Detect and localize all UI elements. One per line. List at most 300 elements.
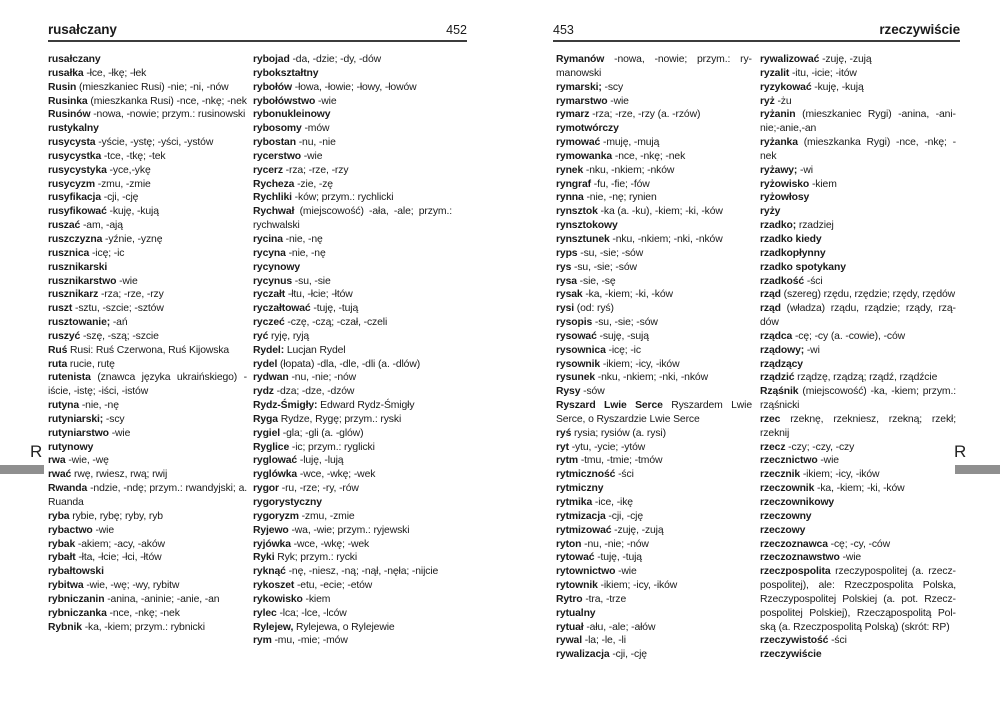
headword: rynsztokowy <box>556 220 618 232</box>
headword: rynna <box>556 192 584 204</box>
headword: rygiel <box>253 427 281 439</box>
dictionary-entry: ryczałt -łtu, -łcie; -łtów <box>253 289 353 301</box>
page-number-right: 453 <box>553 23 574 37</box>
dictionary-entry: rzeczownik -ka, -kiem; -ki, -ków <box>760 483 905 495</box>
dictionary-entry <box>760 191 956 205</box>
headword: rzecz <box>760 441 786 453</box>
headword: ryngraf <box>556 178 591 190</box>
headword: rylec <box>253 607 277 619</box>
dictionary-entry: rycerstwo -wie <box>253 150 323 162</box>
dictionary-entry: rząd (władza) rządu, rządzie; rządy, rządów <box>760 303 956 329</box>
dictionary-entry: Rycheza -zie, -zę <box>253 178 333 190</box>
dictionary-entry: Rząśnik (miejscowość) -ka, -kiem; przym.: rząśnicki <box>760 386 956 412</box>
headword: rytuał <box>556 621 584 633</box>
headword: ryżowisko <box>760 178 810 190</box>
dictionary-entry: rymować -muję, -mują <box>556 137 660 149</box>
dictionary-entry: ryjówka -wce, -wkę; -wek <box>253 538 370 550</box>
headword: ryżanin <box>760 109 796 121</box>
headword: rządzić <box>760 372 795 384</box>
dictionary-entry <box>760 358 956 372</box>
dictionary-entry: ryknąć -nę, -niesz, -ną; -nął, -nęła; -nijcie <box>253 566 439 578</box>
headword: ryglować <box>253 455 298 467</box>
header-rule-right <box>553 40 960 42</box>
dictionary-entry: Rydel: Lucjan Rydel <box>253 344 346 356</box>
dictionary-entry: rzeczoznawca -cę; -cy, -ców <box>760 538 890 550</box>
dictionary-entry: rynna -nie, -nę; rynien <box>556 192 657 204</box>
dictionary-entry: rynek -nku, -nkiem; -nków <box>556 164 675 176</box>
dictionary-entry: rysownica -icę; -ic <box>556 344 641 356</box>
headword: rytmiczność <box>556 469 616 481</box>
headword: rutenista <box>48 372 91 384</box>
headword: Rycheza <box>253 178 295 190</box>
headword: rutyna <box>48 400 80 412</box>
headword: rymarstwo <box>556 95 608 107</box>
dictionary-entry: Rychwał (miejscowość) -ała, -ale; przym.: rychwalski <box>253 206 452 232</box>
headword: ryczałtować <box>253 303 311 315</box>
headword: rywal <box>556 635 582 647</box>
dictionary-entry: rycynus -su, -sie <box>253 275 331 287</box>
dictionary-entry: ryżowisko -kiem <box>760 178 837 190</box>
headword: rytmizacja <box>556 510 606 522</box>
headword: rusałka <box>48 67 84 79</box>
dictionary-entry: rysi (od: ryś) <box>556 303 614 315</box>
headword: rynek <box>556 164 584 176</box>
headword: rysownik <box>556 358 601 370</box>
headword: rybniczanka <box>48 607 107 619</box>
headword: ryczałt <box>253 289 286 301</box>
headword: ryżowłosy <box>760 192 810 204</box>
headword: rzeczowny <box>760 510 812 522</box>
headword: Rychwał <box>253 206 295 218</box>
headword: rybałt <box>48 552 76 564</box>
dictionary-entry: ryba rybie, rybę; ryby, ryb <box>48 510 163 522</box>
dictionary-entry: rytować -tuję, -tują <box>556 552 642 564</box>
dictionary-entry: rywalizacja -cji, -cję <box>556 649 647 661</box>
dictionary-entry <box>556 482 752 496</box>
headword: ryzalit <box>760 67 790 79</box>
headword: rytownik <box>556 580 598 592</box>
headword: rygorystyczny <box>253 497 322 508</box>
dictionary-column-2 <box>253 53 452 648</box>
headword: rzadko kiedy <box>760 233 822 245</box>
headword: rym <box>253 635 272 647</box>
headword: rybitwa <box>48 580 84 592</box>
dictionary-entry: rusycysta -yście, -ystę; -yści, -ystów <box>48 137 214 149</box>
dictionary-entry <box>48 53 247 67</box>
dictionary-entry: ruta rucie, rutę <box>48 358 115 370</box>
dictionary-entry <box>760 233 956 247</box>
dictionary-entry: rusyfikacja -cji, -cję <box>48 192 139 204</box>
dictionary-entry: Rylejew, Rylejewa, o Rylejewie <box>253 621 395 633</box>
headword: rykowisko <box>253 593 303 605</box>
headword: Rychliki <box>253 192 292 204</box>
dictionary-entry: Rusinów -nowa, -nowie; przym.: rusinowski <box>48 109 246 121</box>
dictionary-column-3 <box>556 53 752 662</box>
headword: Rybnik <box>48 621 82 633</box>
headword: ryps <box>556 247 578 259</box>
headword: rycynus <box>253 275 293 287</box>
headword: rybosomy <box>253 123 302 135</box>
headword: ryczeć <box>253 317 285 329</box>
headword: rusycystka <box>48 150 102 162</box>
dictionary-entry: rykowisko -kiem <box>253 593 331 605</box>
headword: rymowanka <box>556 150 613 162</box>
headword: rwa <box>48 455 66 467</box>
dictionary-entry: rybniczanin -anina, -aninie; -anie, -an <box>48 593 220 605</box>
headword: ruszt <box>48 303 73 315</box>
headword: rybactwo <box>48 524 93 536</box>
thumb-tab-letter-left: R <box>30 442 43 461</box>
dictionary-entry <box>253 261 452 275</box>
headword: rząd <box>760 289 781 301</box>
dictionary-entry: rybostan -nu, -nie <box>253 137 336 149</box>
dictionary-entry: Rybnik -ka, -kiem; przym.: rybnicki <box>48 621 205 633</box>
dictionary-entry <box>48 441 247 455</box>
headword: Rytro <box>556 593 583 605</box>
dictionary-entry: rysa -sie, -sę <box>556 275 616 287</box>
dictionary-entry: rutenista (znawca języka ukraińskiego) -iście, -istę; -iści, -istów <box>48 372 247 398</box>
headword: Ruś <box>48 344 68 356</box>
headword: rzadko spotykany <box>760 261 846 273</box>
dictionary-entry: rzadko; rzadziej <box>760 220 834 232</box>
headword: rzadko; <box>760 220 797 232</box>
dictionary-entry: rybojad -da, -dzie; -dy, -dów <box>253 54 381 65</box>
headword: rysować <box>556 330 597 342</box>
dictionary-entry: rusycystka -tce, -tkę; -tek <box>48 150 166 162</box>
dictionary-entry: rządca -cę; -cy (a. -cowie), -ców <box>760 330 906 342</box>
dictionary-column-4 <box>760 53 956 662</box>
headword: rusycystyka <box>48 164 107 176</box>
thumb-tab-bar-right <box>955 465 1000 474</box>
headword: rzeczywiście <box>760 649 822 661</box>
headword: rywalizacja <box>556 649 610 661</box>
dictionary-entry: ruszyć -szę, -szą; -szcie <box>48 330 159 342</box>
dictionary-entry: Rytro -tra, -trze <box>556 593 627 605</box>
dictionary-entry: rutyna -nie, -nę <box>48 400 119 412</box>
headword: Rusinów <box>48 109 91 121</box>
dictionary-entry: Rusinka (mieszkanka Rusi) -nce, -nkę; -nek <box>48 95 247 107</box>
dictionary-entry: rybołówstwo -wie <box>253 95 337 107</box>
headword: rymować <box>556 137 601 149</box>
headword: rygor <box>253 483 279 495</box>
dictionary-entry <box>760 496 956 510</box>
headword: rysunek <box>556 372 596 384</box>
dictionary-entry: ryglówka -wce, -wkę; -wek <box>253 469 376 481</box>
headword: rzadkość <box>760 275 805 287</box>
dictionary-entry: ryczeć -czę, -czą; -czał, -czeli <box>253 317 388 329</box>
headword: rybokształtny <box>253 67 319 79</box>
dictionary-entry <box>556 219 752 233</box>
dictionary-entry: rylec -lca; -lce, -lców <box>253 607 347 619</box>
page-number-left: 452 <box>446 23 467 37</box>
headword: rusyfikować <box>48 206 107 218</box>
dictionary-entry: ryć ryję, ryją <box>253 330 310 342</box>
dictionary-entry: rutyniarstwo -wie <box>48 427 131 439</box>
columns-left-page <box>48 53 452 648</box>
running-head-left: rusałczany <box>48 22 117 37</box>
dictionary-entry: rybitwa -wie, -wę; -wy, rybitw <box>48 580 180 592</box>
dictionary-entry: rysować -suję, -sują <box>556 330 649 342</box>
dictionary-entry: rycina -nie, -nę <box>253 233 323 245</box>
headword: rusyfikacja <box>48 192 101 204</box>
dictionary-entry <box>556 607 752 621</box>
headword: ryżanka <box>760 137 798 149</box>
dictionary-entry: rytmizacja -cji, -cję <box>556 510 643 522</box>
headword: rusycysta <box>48 137 96 149</box>
headword: rytować <box>556 552 595 564</box>
headword: rynsztunek <box>556 233 610 245</box>
dictionary-entry <box>760 510 956 524</box>
dictionary-entry: rytownictwo -wie <box>556 566 637 578</box>
dictionary-entry: ryton -nu, -nie; -nów <box>556 538 649 550</box>
headword: Rusin <box>48 81 77 93</box>
headword: rydz <box>253 386 274 398</box>
dictionary-entry: ryżanin (mieszkaniec Rygi) -anina, -aninie;-anie,-an <box>760 109 956 135</box>
headword: rybniczanin <box>48 593 105 605</box>
headword: rządowy; <box>760 344 805 356</box>
dictionary-entry: rygiel -gla; -gli (a. -glów) <box>253 427 364 439</box>
dictionary-entry: rywal -la; -le, -li <box>556 635 626 647</box>
headword: Rydz-Śmigły: <box>253 400 318 412</box>
headword: rydwan <box>253 372 289 384</box>
dictionary-entry: Rychliki -ków; przym.: rychlicki <box>253 192 394 204</box>
headword: rzeczowy <box>760 524 806 536</box>
headword: rywalizować <box>760 54 820 65</box>
dictionary-entry: Rysy -sów <box>556 386 605 398</box>
dictionary-entry: Ryki Ryk; przym.: rycki <box>253 552 358 564</box>
dictionary-entry: Rwanda -ndzie, -ndę; przym.: rwandyjski; a. Ruanda <box>48 483 247 508</box>
dictionary-entry: rybactwo -wie <box>48 524 115 536</box>
headword: rzeczoznawca <box>760 538 828 550</box>
dictionary-entry: rzecznictwo -wie <box>760 455 839 467</box>
headword: rzeczownik <box>760 483 815 495</box>
dictionary-entry: ryż -żu <box>760 95 792 107</box>
headword: rusznica <box>48 247 90 259</box>
headword: ryżawy; <box>760 164 798 176</box>
dictionary-entry: rydwan -nu, -nie; -nów <box>253 372 357 384</box>
dictionary-entry: Rusin (mieszkaniec Rusi) -nie; -ni, -nów <box>48 81 229 93</box>
dictionary-entry: rydz -dza; -dze, -dzów <box>253 386 355 398</box>
thumb-tab-bar-left <box>0 465 44 474</box>
dictionary-entry: ruszać -am, -ają <box>48 220 123 232</box>
headword: ryton <box>556 538 582 550</box>
dictionary-entry <box>48 261 247 275</box>
headword: Rwanda <box>48 483 88 495</box>
dictionary-entry <box>760 247 956 261</box>
headword: Rydel: <box>253 344 285 356</box>
dictionary-entry: rytmika -ice, -ikę <box>556 497 633 508</box>
headword: rymarski; <box>556 81 602 93</box>
dictionary-entry: rządzić rządzę, rządzą; rządź, rządźcie <box>760 372 938 384</box>
dictionary-entry: Ryszard Lwie Serce Ryszardem Lwie Serce, o Ryszardzie Lwie Serce <box>556 400 752 425</box>
dictionary-entry: ryps -su, -sie; -sów <box>556 247 644 259</box>
dictionary-entry: rymarski; -scy <box>556 81 624 93</box>
dictionary-entry: rzeczpospolita rzeczypospolitej (a. rzeczpospolitej), ale: Rzeczpospolita Polska, Rzeczypospolitej Polskiej (a. pot. Rzeczpospolitej Polskiej), Rzecząpospolitą Polską (a. Rzeczpospolitą Polską) (skrót: RP) <box>760 566 956 633</box>
headword: rybostan <box>253 137 296 149</box>
headword: rusycyzm <box>48 178 95 190</box>
dictionary-entry <box>253 496 452 510</box>
headword: ryt <box>556 441 569 453</box>
headword: ryży <box>760 206 781 218</box>
dictionary-entry <box>760 261 956 275</box>
dictionary-entry <box>760 205 956 219</box>
dictionary-entry: rysak -ka, -kiem; -ki, -ków <box>556 289 673 301</box>
headword: rzeczoznawstwo <box>760 552 840 564</box>
headword: Rząśnik <box>760 386 799 398</box>
headword: rytmika <box>556 497 593 508</box>
headword: rytm <box>556 455 579 467</box>
headword: rycerz <box>253 164 283 176</box>
dictionary-entry: ryzykować -kuję, -kują <box>760 81 864 93</box>
headword: ryknąć <box>253 566 286 578</box>
dictionary-entry: rybak -akiem; -acy, -aków <box>48 538 165 550</box>
running-head-right: rzeczywiście <box>879 22 960 37</box>
dictionary-entry: rusztowanie; -ań <box>48 317 128 329</box>
headword: Ryglice <box>253 441 290 453</box>
dictionary-entry: rusznica -icę; -ic <box>48 247 125 259</box>
dictionary-entry: rysownik -ikiem; -icy, -ików <box>556 358 680 370</box>
page-header-left <box>48 22 467 38</box>
headword: ryba <box>48 510 70 522</box>
dictionary-entry <box>760 648 956 662</box>
dictionary-entry <box>48 122 247 136</box>
headword: rymarz <box>556 109 590 121</box>
dictionary-entry: ryngraf -fu, -fie; -fów <box>556 178 650 190</box>
dictionary-entry: ruszt -sztu, -szcie; -sztów <box>48 303 164 315</box>
dictionary-entry: rzeczywistość -ści <box>760 635 847 647</box>
dictionary-entry: rymarstwo -wie <box>556 95 629 107</box>
headword: Ryga <box>253 413 278 425</box>
header-rule-left <box>48 40 467 42</box>
headword: rutyniarstwo <box>48 427 109 439</box>
headword: rybak <box>48 538 76 550</box>
headword: ruszać <box>48 220 81 232</box>
dictionary-entry: rytm -tmu, -tmie; -tmów <box>556 455 663 467</box>
page-right-453 <box>553 22 960 662</box>
page-header-right <box>553 22 960 38</box>
dictionary-entry: rybniczanka -nce, -nkę; -nek <box>48 607 180 619</box>
headword: ryglówka <box>253 469 298 481</box>
headword: rykoszet <box>253 580 295 592</box>
headword: rutynowy <box>48 441 94 453</box>
dictionary-entry: Rymanów -nowa, -nowie; przym.: rymanowski <box>556 54 752 79</box>
headword: rzeczpospolita <box>760 566 831 578</box>
dictionary-entry: Ryjewo -wa, -wie; przym.: ryjewski <box>253 524 410 536</box>
headword: rygoryzm <box>253 510 299 522</box>
dictionary-entry: rządowy; -wi <box>760 344 820 356</box>
headword: rząd <box>760 303 781 315</box>
dictionary-entry: Ryglice -ic; przym.: ryglicki <box>253 441 375 453</box>
headword: rzeczownikowy <box>760 497 835 508</box>
dictionary-entry: rusycyzm -zmu, -zmie <box>48 178 151 190</box>
dictionary-entry: ryzalit -itu, -icie; -itów <box>760 67 857 79</box>
headword: rzadkopłynny <box>760 247 826 259</box>
dictionary-entry: rzeczoznawstwo -wie <box>760 552 862 564</box>
dictionary-entry: Rydz-Śmigły: Edward Rydz-Śmigły <box>253 400 415 412</box>
headword: ruszyć <box>48 330 81 342</box>
headword: rwać <box>48 469 72 481</box>
dictionary-entry: rywalizować -zuję, -zują <box>760 54 872 65</box>
dictionary-entry: rynsztunek -nku, -nkiem; -nki, -nków <box>556 233 723 245</box>
headword: rysi <box>556 303 575 315</box>
dictionary-entry <box>253 67 452 81</box>
dictionary-entry: Ryga Rydze, Rygę; przym.: ryski <box>253 413 402 425</box>
headword: rybojad <box>253 54 290 65</box>
headword: Rusinka <box>48 95 88 107</box>
dictionary-entry: rzecznik -ikiem; -icy, -ików <box>760 469 880 481</box>
headword: rytmiczny <box>556 483 604 495</box>
headword: Ryjewo <box>253 524 289 536</box>
headword: rycerstwo <box>253 150 302 162</box>
headword: rutyniarski; <box>48 413 104 425</box>
headword: ruszczyzna <box>48 233 103 245</box>
dictionary-entry: ryżawy; -wi <box>760 164 813 176</box>
dictionary-entry: rzec rzeknę, rzekniesz, rzekną; rzekł; rzeknij <box>760 413 956 439</box>
dictionary-entry: rykoszet -etu, -ecie; -etów <box>253 580 373 592</box>
thumb-tab-letter-right: R <box>954 442 967 461</box>
headword: rzecznictwo <box>760 455 818 467</box>
dictionary-entry: rytownik -ikiem; -icy, -ików <box>556 580 678 592</box>
headword: rusznikarski <box>48 261 108 273</box>
dictionary-entry <box>253 108 452 122</box>
headword: rycyna <box>253 247 286 259</box>
dictionary-entry: rycyna -nie, -nę <box>253 247 326 259</box>
dictionary-entry: rusałka -łce, -łkę; -łek <box>48 67 147 79</box>
headword: rys <box>556 261 572 273</box>
headword: Ryki <box>253 552 275 564</box>
headword: rycina <box>253 233 283 245</box>
dictionary-entry: rygoryzm -zmu, -zmie <box>253 510 355 522</box>
dictionary-column-1 <box>48 53 247 648</box>
headword: Rylejew, <box>253 621 294 633</box>
dictionary-entry: rybołów -łowa, -łowie; -łowy, -łowów <box>253 81 417 93</box>
headword: rytownictwo <box>556 566 616 578</box>
page-left-452 <box>48 22 467 648</box>
dictionary-entry: ryt -ytu, -ycie; -ytów <box>556 441 646 453</box>
headword: rusznikarz <box>48 289 99 301</box>
headword: rusznikarstwo <box>48 275 117 287</box>
headword: rusałczany <box>48 54 101 65</box>
dictionary-entry: rybosomy -mów <box>253 123 330 135</box>
headword: ryjówka <box>253 538 291 550</box>
dictionary-entry: Ruś Rusi: Ruś Czerwona, Ruś Kijowska <box>48 344 230 356</box>
headword: rzecznik <box>760 469 801 481</box>
dictionary-entry: rytmizować -zuję, -zują <box>556 524 664 536</box>
dictionary-entry: ryczałtować -tuję, -tują <box>253 303 359 315</box>
headword: Rysy <box>556 386 581 398</box>
dictionary-entry: rygor -ru, -rze; -ry, -rów <box>253 483 359 495</box>
headword: rytmizować <box>556 524 612 536</box>
headword: ryś <box>556 427 572 439</box>
headword: rydel <box>253 358 278 370</box>
columns-right-page <box>556 53 957 662</box>
dictionary-entry: rytmiczność -ści <box>556 469 634 481</box>
dictionary-entry: rusycystyka -yce,-ykę <box>48 164 151 176</box>
dictionary-entry: rytuał -ału, -ale; -ałów <box>556 621 656 633</box>
dictionary-entry: rwać rwę, rwiesz, rwą; rwij <box>48 469 168 481</box>
dictionary-entry: rusznikarz -rza; -rze, -rzy <box>48 289 164 301</box>
headword: rysopis <box>556 317 593 329</box>
headword: rybonukleinowy <box>253 109 331 121</box>
headword: ryć <box>253 330 269 342</box>
headword: rustykalny <box>48 123 99 135</box>
dictionary-entry: rydel (łopata) -dla, -dle, -dli (a. -dlów) <box>253 358 421 370</box>
dictionary-entry: rząd (szereg) rzędu, rzędzie; rzędy, rzędów <box>760 289 956 301</box>
dictionary-entry: ruszczyzna -yźnie, -yznę <box>48 233 163 245</box>
dictionary-entry: rybałt -łta, -łcie; -łci, -łtów <box>48 552 162 564</box>
headword: ryż <box>760 95 775 107</box>
headword: rybałtowski <box>48 566 104 578</box>
